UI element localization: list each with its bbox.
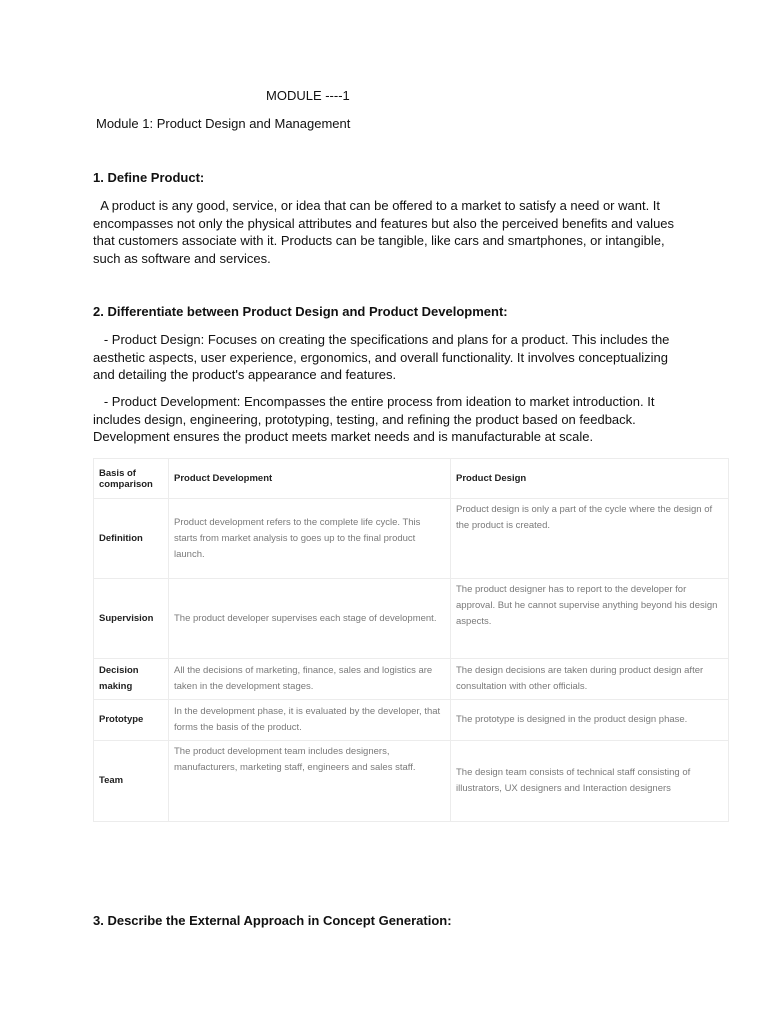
header-product-design: Product Design (451, 459, 729, 499)
row-basis: Prototype (94, 700, 169, 741)
row-design-cell: The design team consists of technical staff consisting of illustrators, UX designers and Interaction designers (451, 741, 729, 822)
row-development-cell: In the development phase, it is evaluated by the developer, that forms the basis of the product. (169, 700, 451, 741)
row-development-cell: The product development team includes designers, manufacturers, marketing staff, engineers and sales staff. (169, 741, 451, 822)
header-product-development: Product Development (169, 459, 451, 499)
product-design-paragraph: - Product Design: Focuses on creating the specifications and plans for a product. This includes the aesthetic aspects, user experience, ergonomics, and overall functionality. It involves conceptualizing and detailing the product's appearance and features. (93, 332, 670, 382)
comparison-table (93, 458, 729, 822)
row-design-cell: The prototype is designed in the product design phase. (451, 700, 729, 741)
row-basis: Supervision (94, 579, 169, 659)
product-development-paragraph: - Product Development: Encompasses the entire process from ideation to market introduction. It includes design, engineering, prototyping, testing, and refining the product based on feedback. Development ensures the product meets market needs and is manufacturable at scale. (93, 394, 655, 444)
question-1-answer: A product is any good, service, or idea that can be offered to a market to satisfy a need or want. It encompasses not only the physical attributes and features but also the perceived benefits and values that customers associate with it. Products can be tangible, like cars and smartphones, or intangible, such as software and services. (93, 198, 675, 266)
row-development-cell: The product developer supervises each stage of development. (169, 579, 451, 659)
table-header-row (94, 459, 729, 499)
row-development-cell: All the decisions of marketing, finance, sales and logistics are taken in the development stages. (169, 659, 451, 700)
question-1-heading: 1. Define Product: (93, 170, 205, 185)
row-design-cell: The product designer has to report to the developer for approval. But he cannot supervise anything beyond his design aspects. (451, 579, 729, 659)
row-development-cell: Product development refers to the complete life cycle. This starts from market analysis to goes up to the final product launch. (169, 499, 451, 579)
header-basis: Basis of comparison (94, 459, 169, 499)
row-basis: Decision making (94, 659, 169, 700)
table-row (94, 700, 729, 741)
module-title: MODULE ----1 (266, 88, 350, 103)
table-row (94, 659, 729, 700)
table-row (94, 499, 729, 579)
row-design-cell: The design decisions are taken during product design after consultation with other officials. (451, 659, 729, 700)
table-row (94, 579, 729, 659)
row-design-cell: Product design is only a part of the cycle where the design of the product is created. (451, 499, 729, 579)
module-subtitle: Module 1: Product Design and Management (96, 116, 351, 131)
question-3-heading: 3. Describe the External Approach in Concept Generation: (93, 913, 452, 928)
table-row (94, 741, 729, 822)
row-basis: Definition (94, 499, 169, 579)
row-basis: Team (94, 741, 169, 822)
question-2-heading: 2. Differentiate between Product Design and Product Development: (93, 304, 508, 319)
